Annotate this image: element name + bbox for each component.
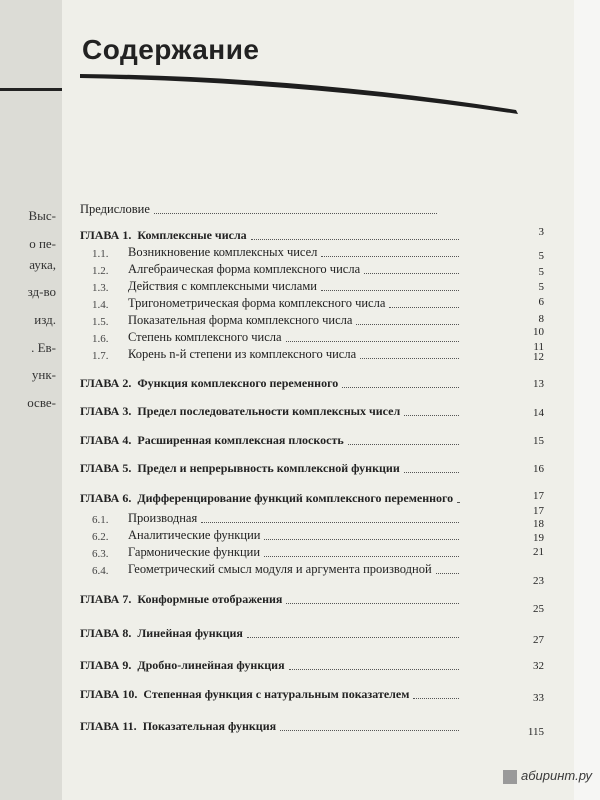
toc-section[interactable] <box>92 511 462 526</box>
toc-section[interactable] <box>92 296 462 311</box>
watermark-text: абиринт.ру <box>521 768 592 784</box>
section-number: 1.3. <box>92 282 109 294</box>
chapter-title: Функция комплексного переменного <box>137 376 339 390</box>
toc-chapter[interactable] <box>80 658 462 673</box>
background-surface <box>574 0 600 800</box>
section-title: Аналитические функции <box>128 528 261 542</box>
page-number: 15 <box>533 435 544 447</box>
page-number: 16 <box>533 463 544 475</box>
section-title: Алгебраическая форма комплексного числа <box>128 262 361 276</box>
toc-chapter[interactable] <box>80 687 462 702</box>
toc-chapter[interactable] <box>80 626 462 641</box>
toc-chapter[interactable] <box>80 461 462 476</box>
entry-title: Предисловие <box>80 202 150 216</box>
chapter-title: Расширенная комплексная плоскость <box>137 433 344 447</box>
section-number: 1.7. <box>92 350 109 362</box>
chapter-title: Предел и непрерывность комплексной функции <box>137 461 400 475</box>
text-fragment: . Ев- <box>31 340 56 355</box>
section-number: 6.2. <box>92 531 109 543</box>
table-of-contents <box>62 0 574 800</box>
toc-chapter[interactable] <box>80 433 462 448</box>
toc-chapter[interactable] <box>80 491 462 506</box>
chapter-label: ГЛАВА 8. <box>80 626 132 640</box>
section-number: 1.5. <box>92 316 109 328</box>
page-number: 8 <box>538 313 544 325</box>
previous-page-rule <box>0 88 62 91</box>
logo-icon <box>503 770 517 784</box>
section-title: Гармонические функции <box>128 545 261 559</box>
chapter-label: ГЛАВА 7. <box>80 592 132 606</box>
previous-page-edge <box>0 0 62 800</box>
chapter-label: ГЛАВА 6. <box>80 491 132 505</box>
page-title: Содержание <box>82 34 260 65</box>
toc-section[interactable] <box>92 279 462 294</box>
chapter-label: ГЛАВА 1. <box>80 228 132 242</box>
page-number: 14 <box>533 407 544 419</box>
chapter-label: ГЛАВА 3. <box>80 404 132 418</box>
toc-section[interactable] <box>92 330 462 345</box>
toc-chapter[interactable] <box>80 592 462 607</box>
toc-section[interactable] <box>92 545 462 560</box>
page-number: 19 <box>533 532 544 544</box>
page-number: 21 <box>533 546 544 558</box>
text-fragment: унк- <box>31 367 56 382</box>
chapter-title: Дробно-линейная функция <box>137 658 285 672</box>
section-number: 1.2. <box>92 265 109 277</box>
section-title: Степень комплексного числа <box>128 330 282 344</box>
chapter-label: ГЛАВА 9. <box>80 658 132 672</box>
chapter-label: ГЛАВА 10. <box>80 687 138 701</box>
page-number: 17 <box>533 505 544 517</box>
chapter-label: ГЛАВА 2. <box>80 376 132 390</box>
section-title: Тригонометрическая форма комплексного числа <box>128 296 386 310</box>
chapter-label: ГЛАВА 5. <box>80 461 132 475</box>
page-number: 33 <box>533 692 544 704</box>
chapter-title: Линейная функция <box>137 626 243 640</box>
page-number: 27 <box>533 634 544 646</box>
chapter-title: Показательная функция <box>142 719 277 733</box>
chapter-title: Комплексные числа <box>137 228 247 242</box>
chapter-label: ГЛАВА 11. <box>80 719 137 733</box>
page-number: 5 <box>538 281 544 293</box>
section-title: Корень n-й степени из комплексного числа <box>128 347 357 361</box>
chapter-label: ГЛАВА 4. <box>80 433 132 447</box>
section-number: 6.4. <box>92 565 109 577</box>
text-fragment: Выс- <box>28 208 56 223</box>
chapter-title: Дифференцирование функций комплексного переменного <box>137 491 454 505</box>
page-number: 17 <box>533 490 544 502</box>
toc-page <box>62 0 574 800</box>
text-fragment: аука, <box>29 257 56 272</box>
toc-chapter[interactable] <box>80 228 462 243</box>
toc-entry-preface[interactable] <box>80 202 440 217</box>
toc-section[interactable] <box>92 347 462 362</box>
section-title: Действия с комплексными числами <box>128 279 317 293</box>
chapter-title: Степенная функция с натуральным показателем <box>143 687 410 701</box>
toc-chapter[interactable] <box>80 376 462 391</box>
toc-chapter[interactable] <box>80 719 462 734</box>
toc-section[interactable] <box>92 313 462 328</box>
toc-chapter[interactable] <box>80 404 462 419</box>
page-number: 115 <box>527 726 544 738</box>
section-number: 1.4. <box>92 299 109 311</box>
page-number: 23 <box>533 575 544 587</box>
page-number: 5 <box>538 266 544 278</box>
toc-section[interactable] <box>92 528 462 543</box>
page-number: 5 <box>538 250 544 262</box>
page-number: 32 <box>533 660 544 672</box>
section-title: Производная <box>128 511 198 525</box>
page-number: 12 <box>533 351 544 363</box>
chapter-title: Предел последовательности комплексных чисел <box>137 404 401 418</box>
text-fragment: зд-во <box>27 284 56 299</box>
section-number: 1.1. <box>92 248 109 260</box>
text-fragment: о пе- <box>29 236 56 251</box>
chapter-title: Конформные отображения <box>137 592 283 606</box>
page-number: 6 <box>538 296 544 308</box>
toc-section[interactable] <box>92 245 462 260</box>
section-number: 1.6. <box>92 333 109 345</box>
page-number: 3 <box>538 226 544 238</box>
page-number: 11 <box>533 341 544 353</box>
toc-section[interactable] <box>92 262 462 277</box>
page-number: 25 <box>533 603 544 615</box>
page-number-column <box>462 0 544 800</box>
toc-section[interactable] <box>92 562 462 577</box>
section-title: Возникновение комплексных чисел <box>128 245 318 259</box>
page-number: 10 <box>533 326 544 338</box>
watermark <box>503 768 592 784</box>
text-fragment: изд. <box>34 312 56 327</box>
text-fragment: осве- <box>27 395 56 410</box>
page-number: 18 <box>533 518 544 530</box>
section-number: 6.1. <box>92 514 109 526</box>
section-number: 6.3. <box>92 548 109 560</box>
section-title: Геометрический смысл модуля и аргумента производной <box>128 562 432 576</box>
page-number: 13 <box>533 378 544 390</box>
section-title: Показательная форма комплексного числа <box>128 313 353 327</box>
